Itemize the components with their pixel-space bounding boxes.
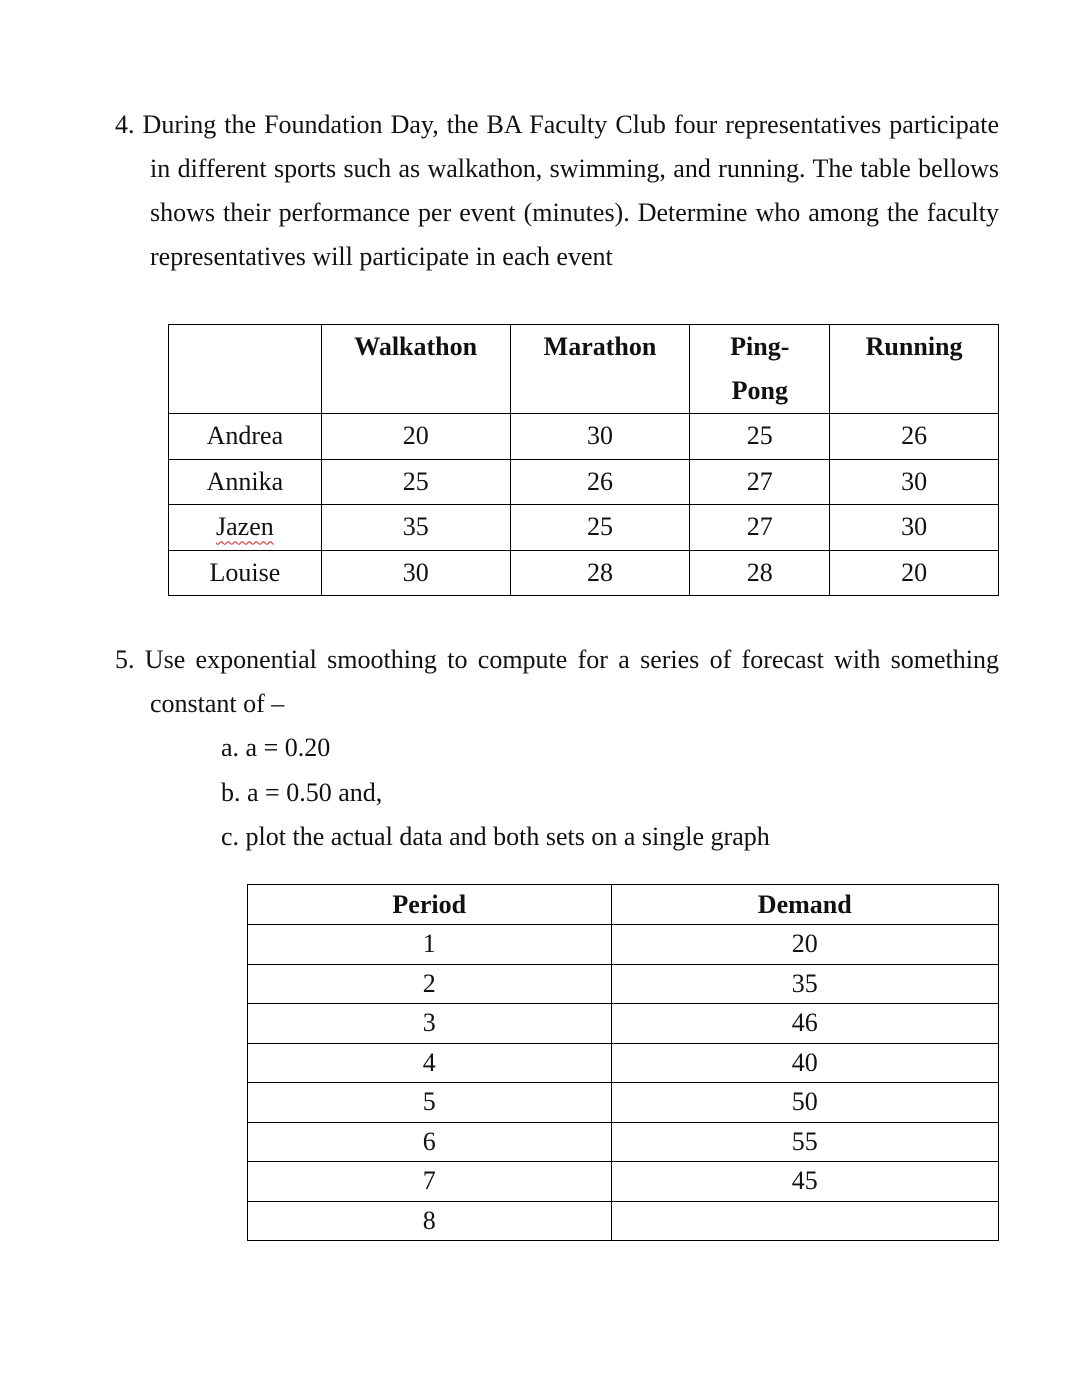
item-c: c. plot the actual data and both sets on a single graph [221,822,770,851]
table-header-row [248,885,999,925]
cell-period: 2 [248,964,612,1004]
table-row [248,964,999,1004]
table-row [248,1004,999,1044]
spellcheck-name: Jazen [216,512,274,542]
cell-ping-pong: 28 [690,550,830,596]
cell-running: 26 [830,414,999,460]
cell-walkathon: 30 [321,550,510,596]
cell-demand: 40 [611,1043,999,1083]
cell-running: 30 [830,459,999,505]
cell-marathon: 25 [510,505,690,551]
cell-marathon: 30 [510,414,690,460]
header-ping-pong [690,325,830,414]
cell-ping-pong: 27 [690,459,830,505]
table-row [169,459,999,505]
question-4-text: 4. During the Foundation Day, the BA Faculty Club four representatives participate in different sports such as walkathon, swimming, and running. The table bellows shows their performance per event (minutes). Determine who among the faculty representatives will participate in each event [115,110,999,271]
table-row [169,414,999,460]
table-row [169,550,999,596]
cell-period: 1 [248,925,612,965]
row-name: Annika [169,459,322,505]
cell-walkathon: 25 [321,459,510,505]
cell-walkathon: 35 [321,505,510,551]
table-row [248,925,999,965]
table-row [248,1201,999,1241]
table-row [248,1162,999,1202]
cell-marathon: 26 [510,459,690,505]
table-row [248,1043,999,1083]
item-b: b. a = 0.50 and, [221,777,383,807]
cell-demand: 50 [611,1083,999,1123]
row-name: Louise [169,550,322,596]
table-row [248,1083,999,1123]
table-row [169,505,999,551]
item-a: a. a = 0.20 [221,733,331,762]
header-demand: Demand [611,885,999,925]
cell-period: 7 [248,1162,612,1202]
cell-period: 4 [248,1043,612,1083]
header-marathon: Marathon [510,325,690,414]
header-blank [169,325,322,414]
cell-period: 5 [248,1083,612,1123]
header-ping-part1: Ping- [730,332,790,361]
cell-ping-pong: 25 [690,414,830,460]
sports-performance-table [168,324,999,596]
row-name [169,505,322,551]
cell-running: 30 [830,505,999,551]
question-5-items [221,726,770,860]
cell-running: 20 [830,550,999,596]
demand-table [247,884,999,1241]
question-5-text: 5. Use exponential smoothing to compute for a series of forecast with something constant of – [115,645,999,718]
header-ping-part2: Pong [731,376,788,405]
cell-marathon: 28 [510,550,690,596]
cell-demand: 20 [611,925,999,965]
cell-demand [611,1201,999,1241]
cell-demand: 46 [611,1004,999,1044]
cell-demand: 55 [611,1122,999,1162]
cell-demand: 45 [611,1162,999,1202]
cell-ping-pong: 27 [690,505,830,551]
table-header-row [169,325,999,414]
header-walkathon: Walkathon [321,325,510,414]
row-name: Andrea [169,414,322,460]
cell-demand: 35 [611,964,999,1004]
cell-period: 6 [248,1122,612,1162]
cell-period: 3 [248,1004,612,1044]
cell-walkathon: 20 [321,414,510,460]
table-row [248,1122,999,1162]
header-running: Running [830,325,999,414]
cell-period: 8 [248,1201,612,1241]
header-period: Period [248,885,612,925]
